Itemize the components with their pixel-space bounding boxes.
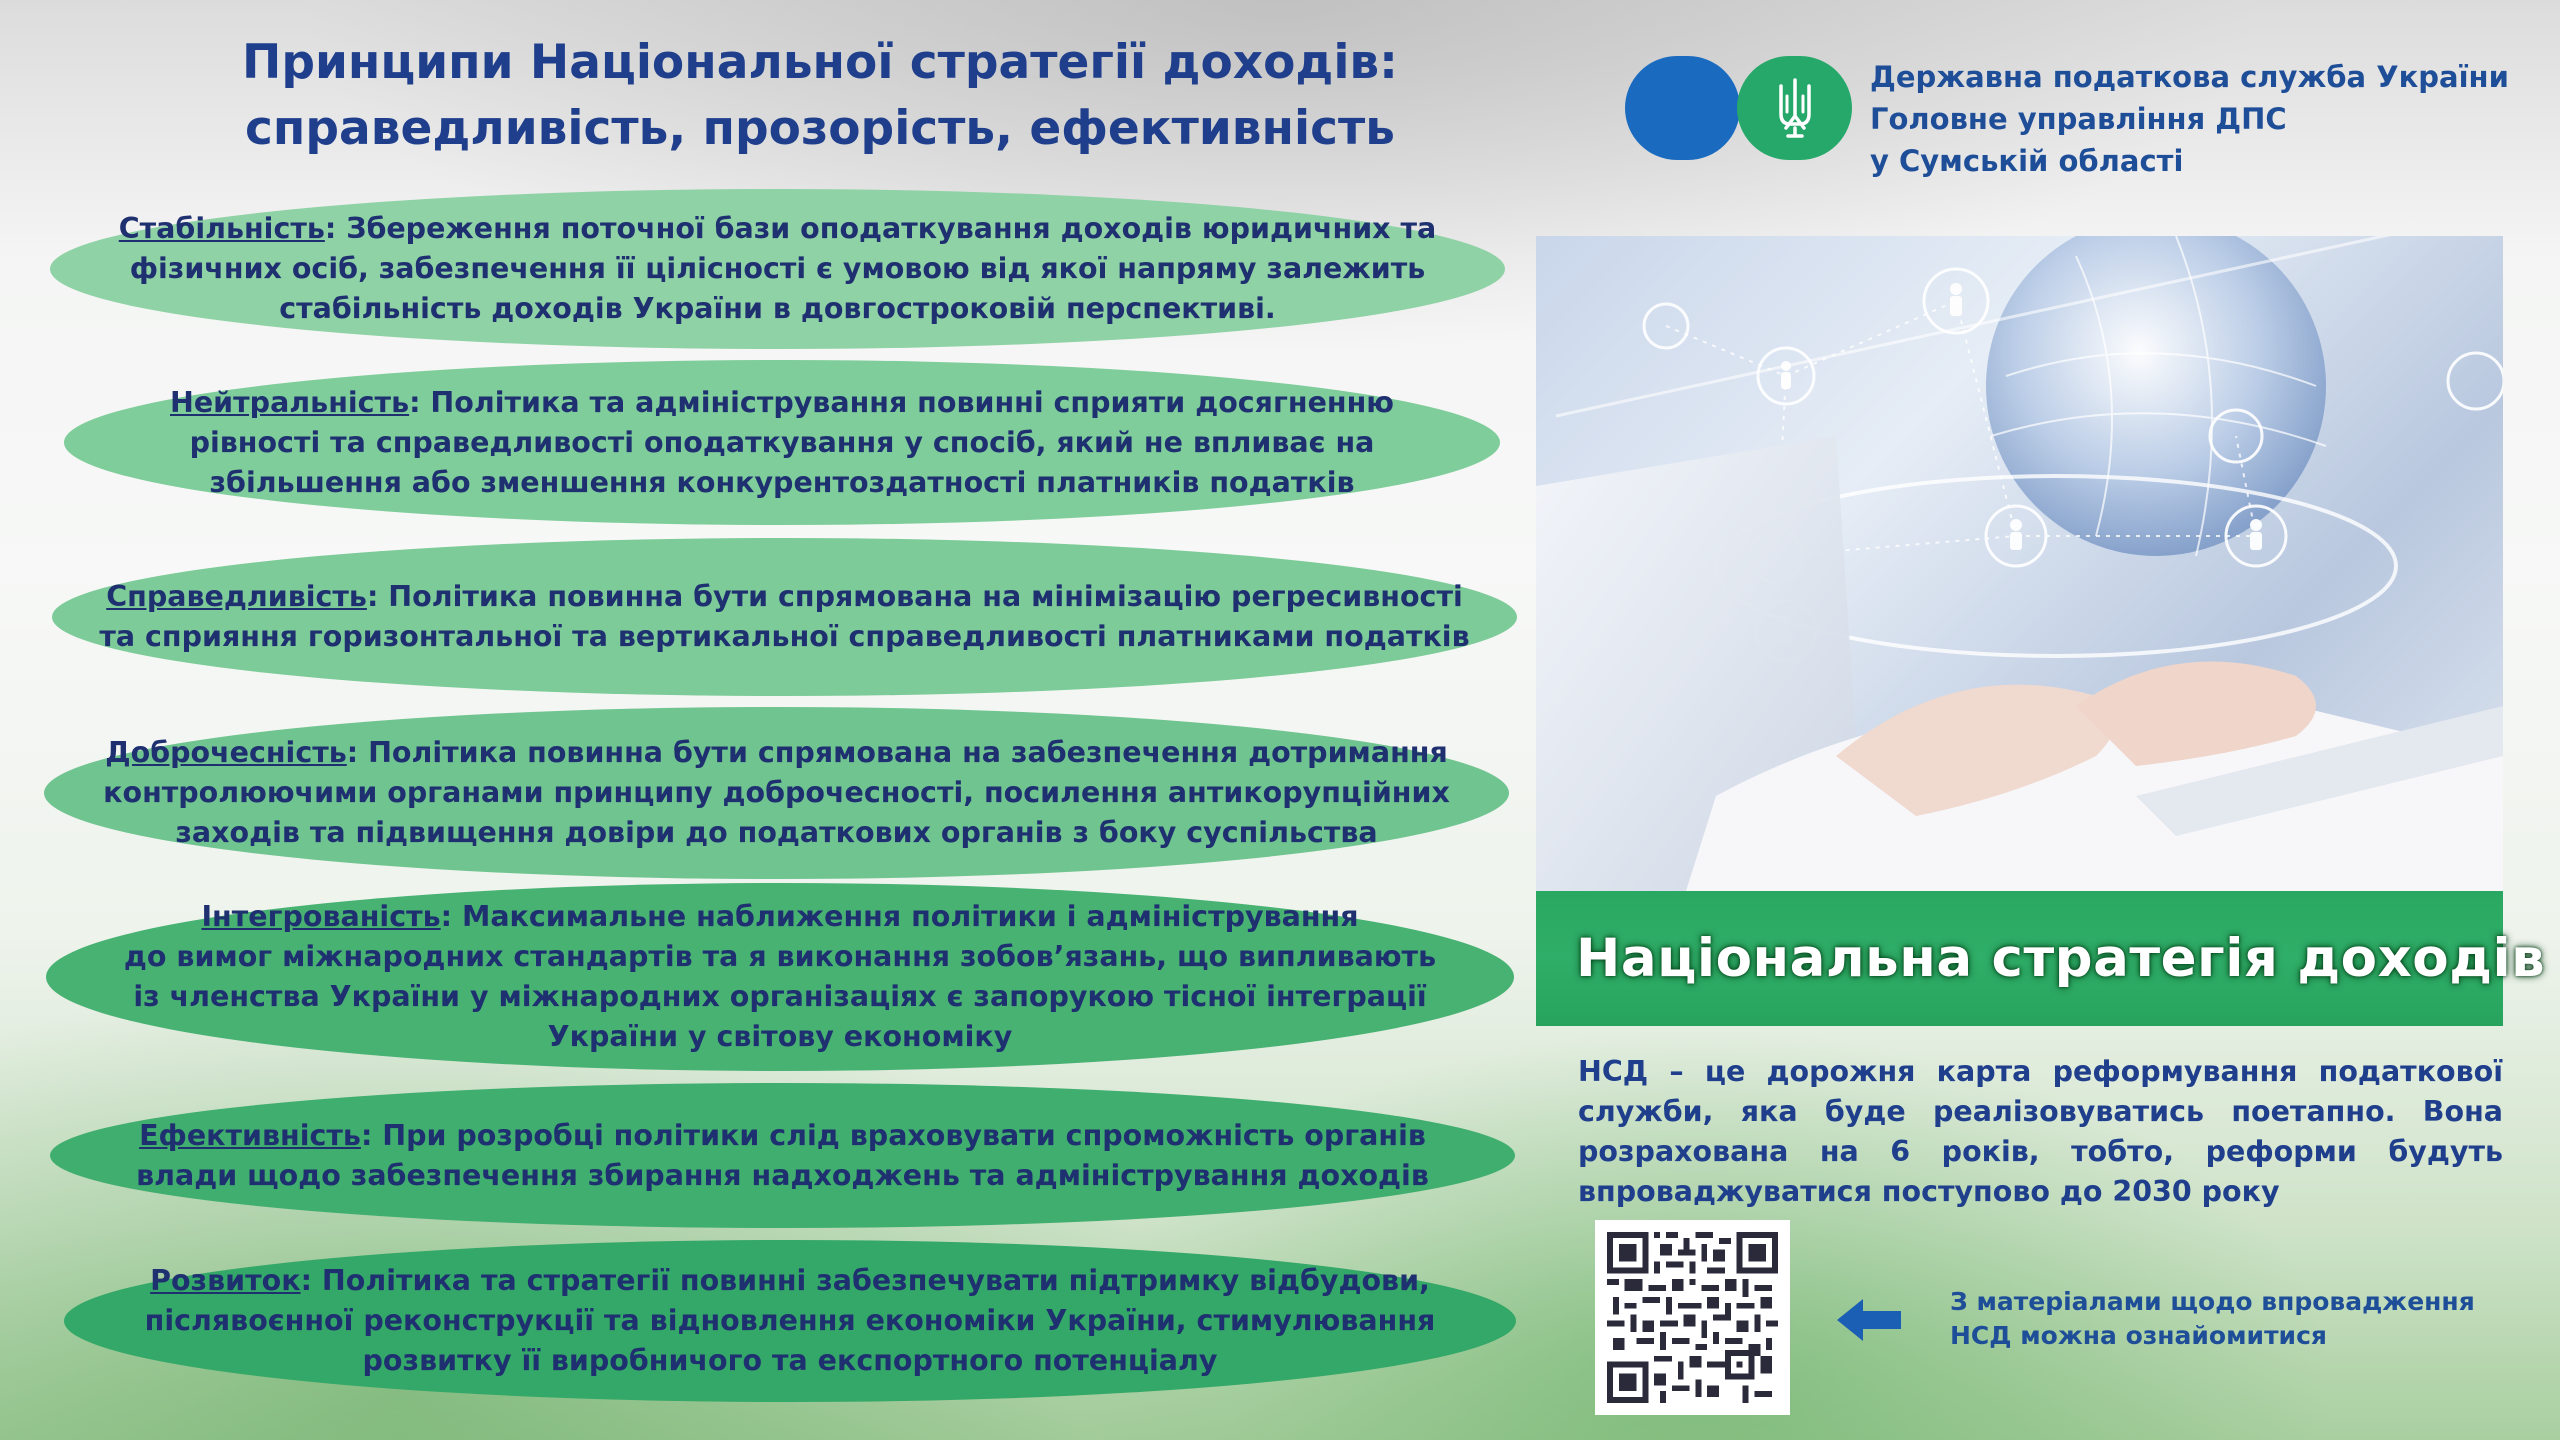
principle-text-line: : Політика повинна бути спрямована на забезпечення дотримання [346,736,1448,769]
principle-term: Доброчесність [105,736,347,769]
logo-green-circle [1737,56,1852,160]
strategy-banner [1536,891,2546,1026]
organization-name [1870,56,2510,182]
principle-text-line: контролюючими органами принципу доброчесності, посилення антикорупційних [103,776,1450,809]
principle-text-line: України у світову економіку [547,1020,1013,1053]
banner-title: Національна стратегія доходів [1576,928,2546,989]
principle-text-line: рівності та справедливості оподаткування у спосіб, який не впливає на [189,425,1375,459]
principle-text-line: : Максимальне наближення політики і адміністрування [440,900,1359,933]
qr-note [1950,1285,2510,1353]
qr-code-graphic [1607,1232,1778,1403]
qr-note-line-1: З матеріалами щодо впровадження [1950,1287,2475,1316]
org-line-3: у Сумській області [1870,144,2184,178]
org-line-2: Головне управління ДПС [1870,102,2287,136]
title-line-1: Принципи Національної стратегії доходів: [242,35,1398,90]
principle-fairness [52,538,1517,696]
principle-text-line: : Політика та стратегії повинні забезпечувати підтримку відбудови, [300,1264,1430,1297]
page-title [190,30,1450,162]
principle-term: Справедливість [106,580,367,613]
logo [1625,56,1895,166]
principle-stability [50,189,1505,349]
principle-integrity [44,707,1509,879]
principle-text-line: із членства України у міжнародних організаціях є запорукою тісної інтеграції [133,980,1427,1013]
principle-text-line: фізичних осіб, забезпечення її цілісності є умовою від якої напряму залежить [129,252,1426,285]
trident-icon [1772,76,1818,140]
org-line-1: Державна податкова служба України [1870,60,2509,94]
qr-code[interactable] [1595,1220,1790,1415]
principle-text-line: заходів та підвищення довіри до податкових органів з боку суспільства [175,816,1378,849]
strategy-description: НСД – це дорожня карта реформування податкової служби, яка буде реалізовуватись поетапно. Вона розрахована на 6 років, тобто, реформи будуть впроваджуватися поступово до 2030 року [1578,1055,2503,1208]
principle-text-line: до вимог міжнародних стандартів та я виконання зобов’язань, що випливають [123,940,1437,973]
arrow-left-icon [1835,1295,1905,1345]
network-illustration-graphic [1536,236,2503,891]
principle-integration [46,883,1514,1071]
principle-text-line: стабільність доходів України в довгостроковій перспективі. [279,292,1276,325]
principle-development [64,1240,1516,1402]
principle-term: Розвиток [150,1264,301,1297]
principle-term: Стабільність [118,212,325,245]
principle-term: Інтегрованість [201,900,441,933]
principle-efficiency [50,1083,1515,1228]
principle-text-line: післявоєнної реконструкції та відновлення економіки України, стимулювання [144,1304,1436,1337]
principle-text-line: влади щодо забезпечення збирання надходжень та адміністрування доходів [136,1158,1429,1192]
principle-term: Ефективність [139,1118,361,1152]
principle-text-line: : Політика та адміністрування повинні сприяти досягненню [409,385,1394,419]
principle-neutrality [64,360,1500,525]
principle-text-line: та сприяння горизонтальної та вертикальної справедливості платниками податків [99,620,1470,653]
principle-text-line: розвитку її виробничого та експортного потенціалу [362,1344,1218,1377]
title-line-2: справедливість, прозорість, ефективність [245,101,1395,156]
principle-text-line: : Політика повинна бути спрямована на мінімізацію регресивності [366,580,1463,613]
logo-blue-circle [1625,56,1740,160]
principle-term: Нейтральність [170,385,410,419]
principle-text-line: збільшення або зменшення конкурентоздатності платників податків [209,465,1355,499]
principle-text-line: : При розробці політики слід враховувати спроможність органів [360,1118,1426,1152]
network-illustration [1536,236,2503,891]
principle-text-line: : Збереження поточної бази оподаткування доходів юридичних та [324,212,1437,245]
qr-note-line-2: НСД можна ознайомитися [1950,1321,2327,1350]
